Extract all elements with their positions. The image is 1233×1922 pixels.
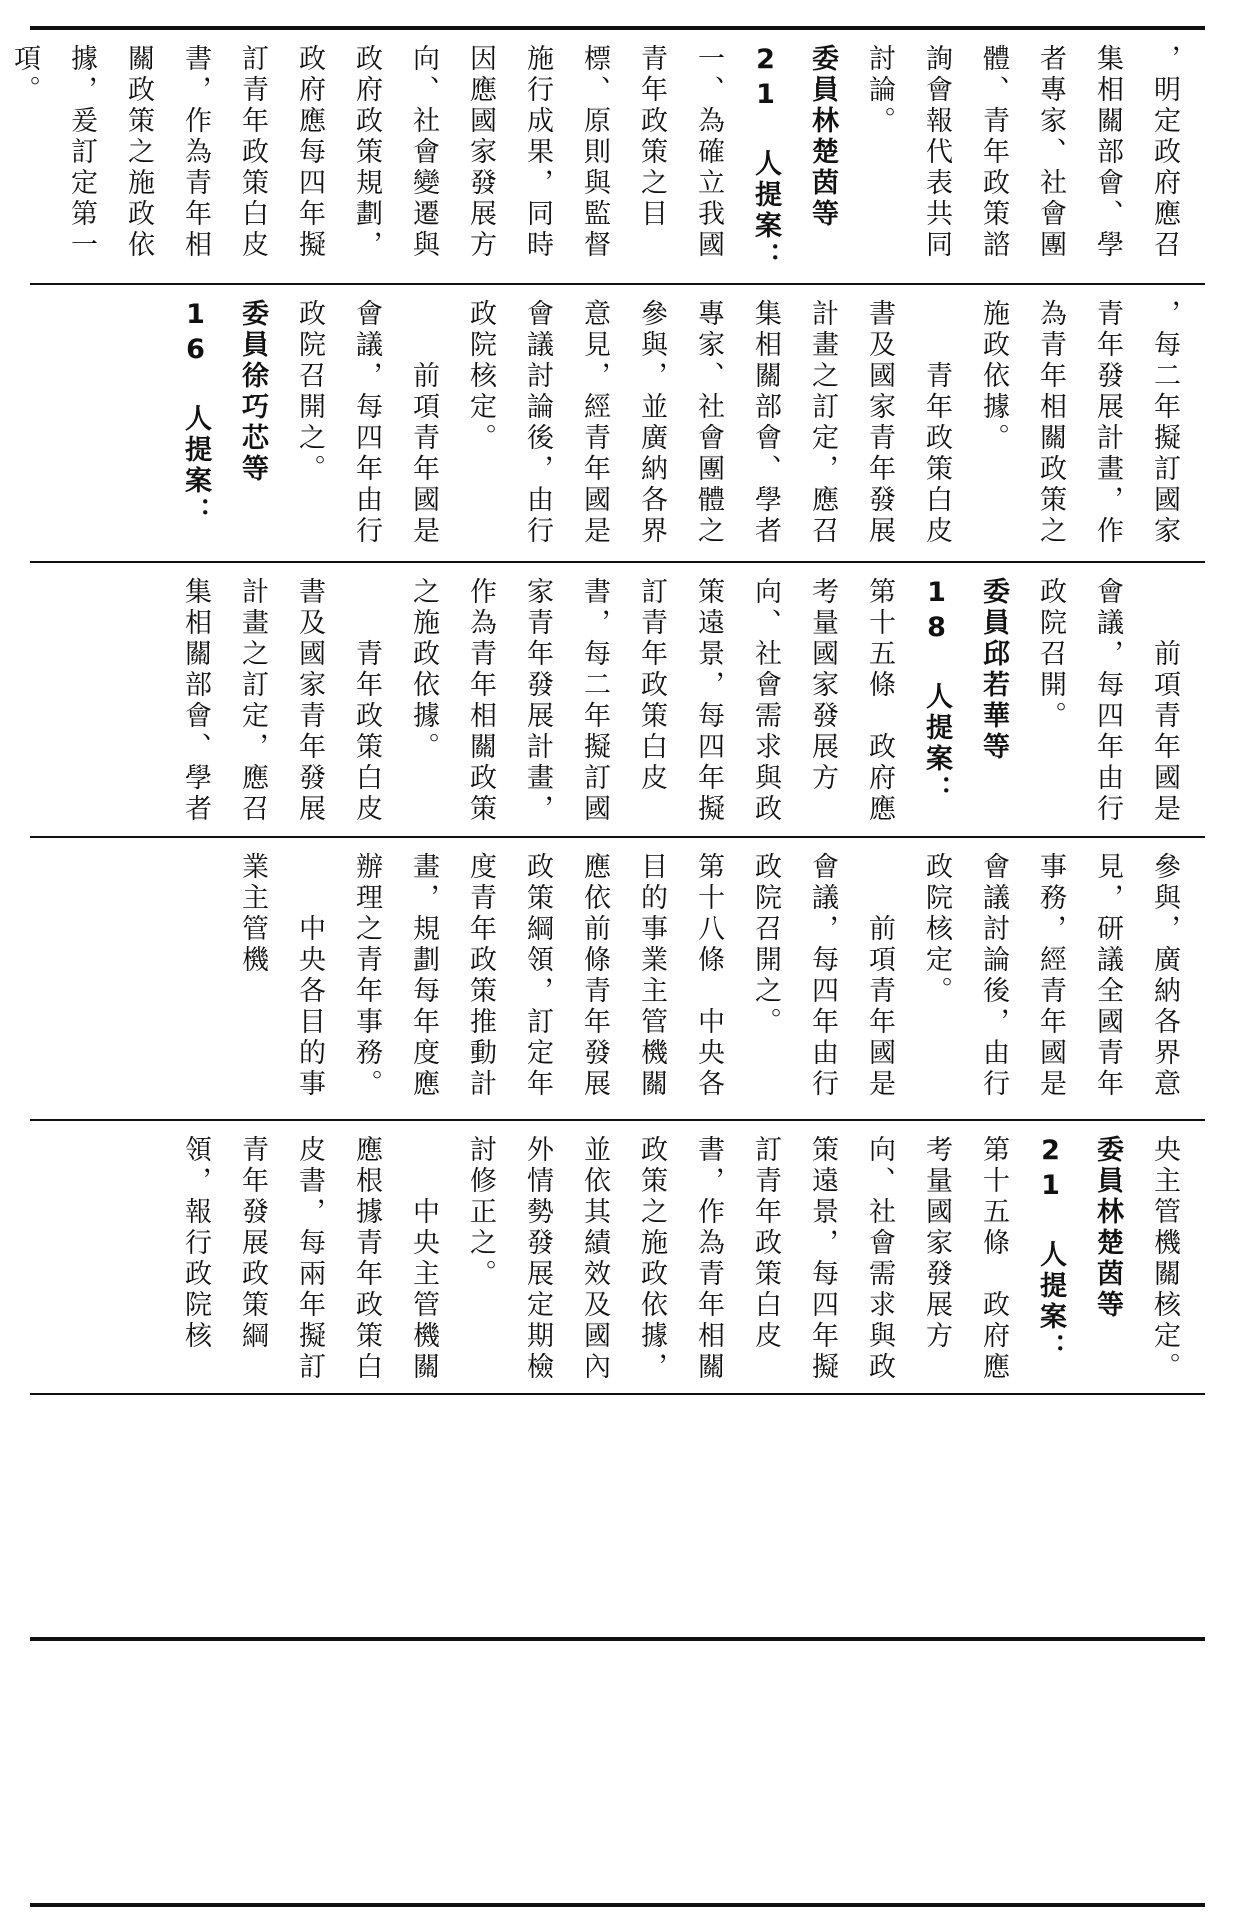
clause-text: ，每二年擬訂國家青年發展計畫，作為青年相關政策之施政依據。 青年政策白皮書及國家青年發展計畫之訂定，應召集相關部會、學者專家、社會團體之參與，並廣納各界意見，經青年國是會議討論後，由行政院核定。 前項青年國是會議，每四年由行政院召開之。 bbox=[294, 299, 1180, 547]
clause-text: 一、為確立我國青年政策之目標、原則與監督施行成果，同時因應國家發展方向、社會變遷與政府政策規劃，政府應每四年擬訂青年政策白皮書，作為青年相關政策之施政依據，爰訂定第一項。 bbox=[9, 44, 724, 261]
clause-text: ，明定政府應召集相關部會、學者專家、社會團體、青年政策諮詢會報代表共同討論。 bbox=[864, 44, 1180, 261]
rotated-document-page bbox=[9, 30, 1205, 1395]
middle-rule bbox=[30, 1637, 1205, 1641]
row-text bbox=[224, 838, 1205, 1119]
table-row bbox=[30, 563, 1205, 836]
proposer-heading: 委員林楚茵等 21 人提案： bbox=[1035, 1135, 1123, 1364]
table-row bbox=[30, 285, 1205, 561]
row-text bbox=[167, 285, 1205, 561]
proposer-heading: 委員邱若華等 18 人提案： bbox=[921, 577, 1009, 806]
clause-text: 央主管機關核定。 bbox=[1149, 1135, 1180, 1383]
proposer-heading: 委員林楚茵等 21 人提案： bbox=[750, 44, 838, 273]
row-text bbox=[0, 30, 1205, 283]
proposer-heading: 委員徐巧芯等 16 人提案： bbox=[180, 299, 268, 528]
clause-text: 第十五條 政府應考量國家發展方向、社會需求與政策遠景，每四年擬訂青年政策白皮書，作為青年相關政策之施政依據，並依其績效及國內外情勢發展定期檢討修正之。 中央主管機關應根據青年政策白皮書，每兩年擬訂青年發展政策綱領，報行政院核 bbox=[180, 1135, 1009, 1383]
row-text bbox=[167, 563, 1205, 836]
row-text bbox=[167, 1121, 1205, 1393]
bottom-rule bbox=[30, 1903, 1205, 1907]
row-divider bbox=[30, 1393, 1205, 1395]
clause-text: 前項青年國是會議，每四年由行政院召開。 bbox=[1035, 577, 1180, 825]
comparison-table bbox=[9, 30, 1205, 1395]
clause-text: 第十五條 政府應考量國家發展方向、社會需求與政策遠景，每四年擬訂青年政策白皮書，每二年擬訂國家青年發展計畫，作為青年相關政策之施政依據。 青年政策白皮書及國家青年發展計畫之訂定，應召集相關部會、學者 bbox=[180, 577, 895, 825]
table-row bbox=[30, 1121, 1205, 1393]
table-row bbox=[30, 838, 1205, 1119]
table-row bbox=[9, 30, 1205, 283]
clause-text: 參與，廣納各界意見，研議全國青年事務，經青年國是會議討論後，由行政院核定。 前項青年國是會議，每四年由行政院召開之。 第十八條 中央各目的事業主管機關應依前條青年發展政策綱領，訂定年度青年政策推動計畫，規劃每年度應辦理之青年事務。 中央各目的事業主管機 bbox=[237, 852, 1180, 1100]
